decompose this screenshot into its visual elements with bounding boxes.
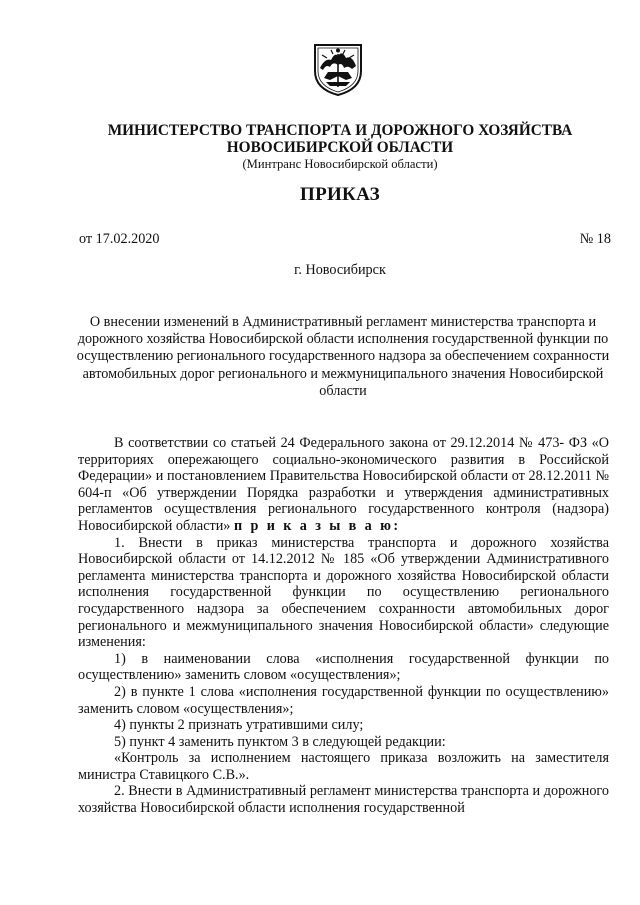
preamble-paragraph [78,435,609,535]
document-city: г. Новосибирск [294,262,386,278]
order-word: п р и к а з ы в а ю: [233,517,401,534]
quote-paragraph: «Контроль за исполнением настоящего приказа возложить на заместителя министра Ставицкого С.В.». [78,750,609,783]
document-number: № 18 [579,231,611,247]
document-subject: О внесении изменений в Административный регламент министерства транспорта и дорожного хозяйства Новосибирской области исполнения государственной функции по осуществлению регионального государственного надзора за обеспечением сохранности автомобильных дорог регионального и межмуниципального значения Новосибирской области [76,314,610,399]
document-date: от 17.02.2020 [79,231,160,247]
subitem-4-paragraph: 4) пункты 2 признать утратившими силу; [114,717,364,734]
ministry-name-line2: НОВОСИБИРСКОЙ ОБЛАСТИ [226,139,454,156]
document-body [78,435,609,817]
item-1-paragraph: 1. Внести в приказ министерства транспорта и дорожного хозяйства Новосибирской области от 14.12.2012 № 185 «Об утверждении Административного регламента министерства транспорта и дорожного хозяйства Новосибирской области исполнения государственной функции по осуществлению регионального государственного надзора за обеспечением сохранности автомобильных дорог регионального и межмуниципального значения Новосибирской области» следующие изменения: [78,534,609,651]
document-title: ПРИКАЗ [299,184,381,205]
ministry-short-name: (Минтранс Новосибирской области) [242,157,438,171]
item-2-paragraph: 2. Внести в Административный регламент министерства транспорта и дорожного хозяйства Новосибирской области исполнения государственной [78,783,609,817]
subitem-2-paragraph: 2) в пункте 1 слова «исполнения государственной функции по осуществлению» заменить словом «осуществления»; [78,683,609,717]
coat-of-arms-emblem-icon [311,41,365,97]
ministry-name-line1: МИНИСТЕРСТВО ТРАНСПОРТА И ДОРОЖНОГО ХОЗЯЙСТВА [107,122,573,139]
preamble-text: В соответствии со статьей 24 Федерального закона от 29.12.2014 № 473- ФЗ «О территориях опережающего социально-экономического развития в Российской Федерации» и постановлением Правительства Новосибирской области от 28.12.2011 № 604-п «Об утверждении Порядка разработки и утверждения административных регламентов осуществления регионального государственного контроля (надзора) Новосибирской области» [78,435,609,534]
subitem-5-paragraph: 5) пункт 4 заменить пунктом 3 в следующей редакции: [114,733,446,750]
subitem-1-paragraph: 1) в наименовании слова «исполнения государственной функции по осуществлению» заменить словом «осуществления»; [78,650,609,684]
